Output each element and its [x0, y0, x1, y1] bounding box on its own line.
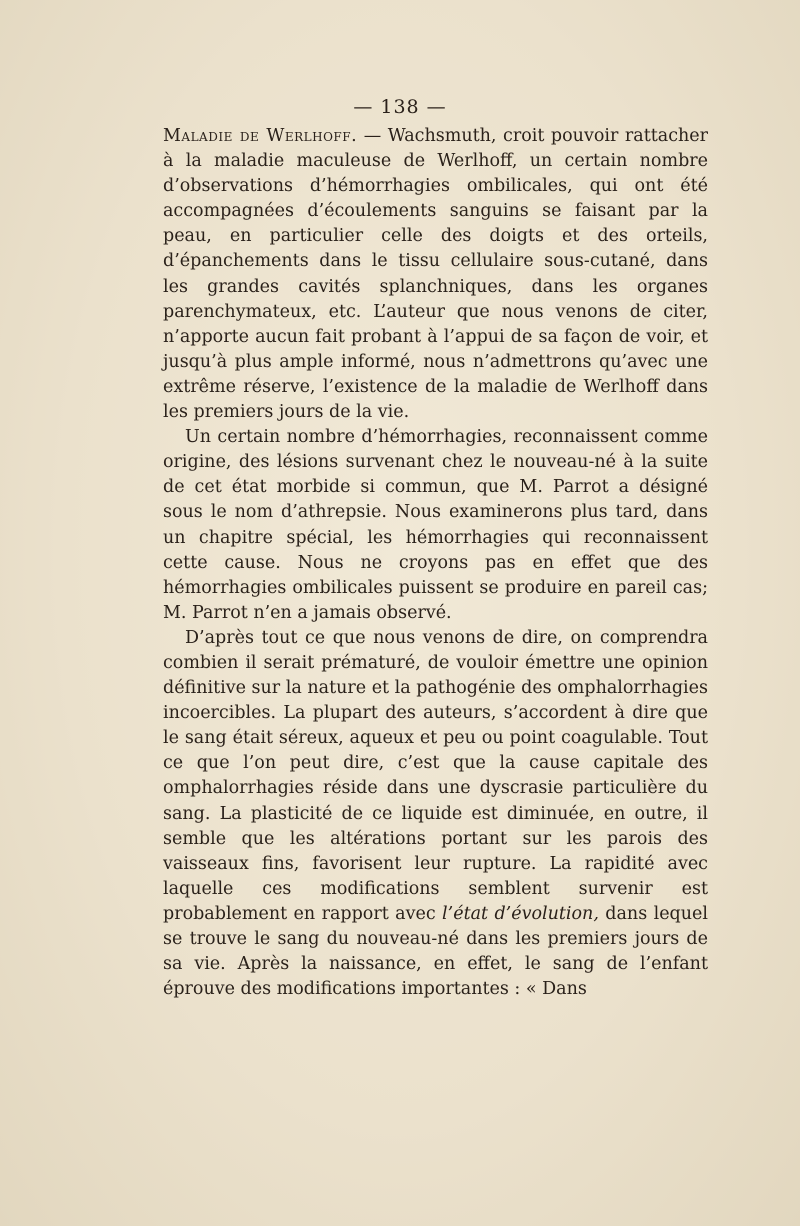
paragraph-text: D’après tout ce que nous venons de dire, on comprendra combien il serait prématuré, de vouloir émettre une opinion définitive sur la nature et la pathogénie des omphalorrhagies incoercibles. La plupart des auteurs, s’accordent à dire que le sang était séreux, aqueux et peu ou point coagulable. Tout ce que l’on peut dire, c’est que la cause capitale des omphalorrhagies réside dans une dyscrasie particulière du sang. La plasticité de ce liquide est diminuée, en outre, il semble que les altérations portant sur les parois des vaisseaux fins, favorisent leur rupture. La rapidité avec laquelle ces modifications semblent survenir est probablement en rapport avec — [163, 627, 708, 924]
paragraph-text: dans lequel se trouve le sang du nouveau-né dans les premiers jours de sa vie. Après la naissance, en effet, le sang de l’enfant éprouve des modifications importantes : « Dans — [163, 903, 708, 1000]
emphasized-text: l’état d’évolution, — [442, 903, 599, 924]
paragraph-text: — Wachsmuth, croit pouvoir rattacher à la maladie maculeuse de Werlhoff, un certain nombre d’observations d’hémorrhagies ombilicales, qui ont été accompagnées d’écoulements sanguins se faisant par la peau, en particulier celle des doigts et des orteils, d’épanchements dans le tissu cellulaire sous-cutané, dans les grandes cavités splanchniques, dans les organes parenchymateux, etc. L’auteur que nous venons de citer, n’apporte aucun fait probant à l’appui de sa façon de voir, et jusqu’à plus ample informé, nous n’admettrons qu’avec une extrême réserve, l’existence de la maladie de Werlhoff dans les premiers jours de la vie. — [163, 126, 708, 423]
body-text — [163, 124, 708, 1002]
paragraph-werlhoff — [163, 124, 708, 425]
paragraph-text: Un certain nombre d’hémorrhagies, reconnaissent comme origine, des lésions survenant chez le nouveau-né à la suite de cet état morbide si commun, que M. Parrot a désigné sous le nom d’athrepsie. Nous examinerons plus tard, dans un chapitre spécial, les hémorrhagies qui reconnaissent cette cause. Nous ne croyons pas en effet que des hémorrhagies ombilicales puissent se produire en pareil cas; M. Parrot n’en a jamais observé. — [163, 427, 708, 623]
paragraph-pathogenie — [163, 626, 708, 1002]
paragraph-athrepsie — [163, 425, 708, 626]
page-number: — 138 — — [353, 96, 447, 118]
section-heading: Maladie de Werlhoff. — [163, 126, 358, 146]
